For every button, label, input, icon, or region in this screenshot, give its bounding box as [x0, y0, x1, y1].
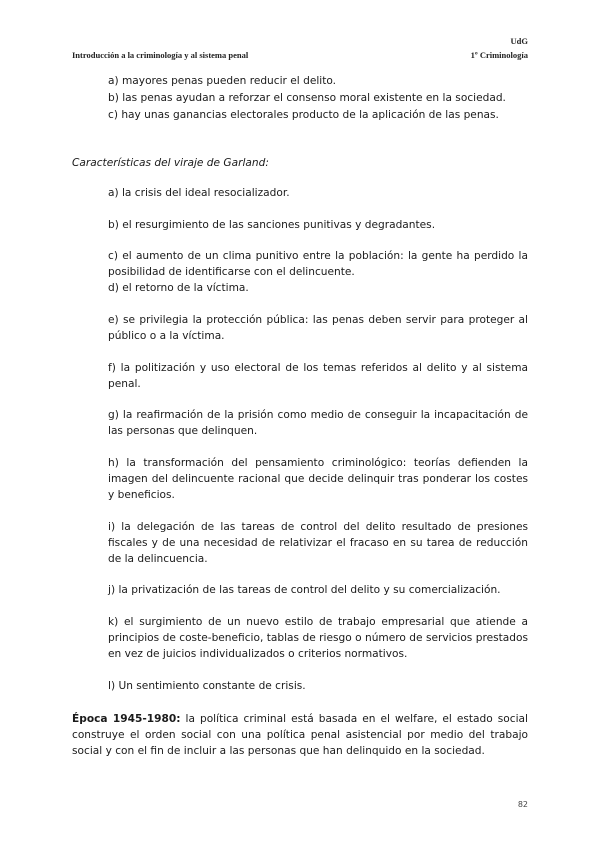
list-item: h) la transformación del pensamiento criminológico: teorías defienden la imagen del delincuente racional que decide delinquir tras ponderar los costes y beneficios.: [108, 457, 528, 501]
header-course-title: Introducción a la criminología y al sistema penal: [72, 50, 249, 60]
header-university: UdG: [510, 36, 528, 46]
list-item: c) el aumento de un clima punitivo entre la población: la gente ha perdido la posibilidad de identificarse con el delincuente.: [108, 250, 528, 278]
header-year: 1º Criminología: [470, 50, 528, 60]
list-item: j) la privatización de las tareas de control del delito y su comercialización.: [108, 584, 501, 596]
epoca-label: Época 1945-1980:: [72, 713, 181, 725]
page-number: 82: [517, 800, 528, 809]
list-item: e) se privilegia la protección pública: las penas deben servir para proteger al público o a la víctima.: [108, 314, 528, 342]
list-item: b) las penas ayudan a reforzar el consenso moral existente en la sociedad.: [108, 92, 506, 104]
list-item: l) Un sentimiento constante de crisis.: [108, 680, 306, 692]
list-item: g) la reafirmación de la prisión como medio de conseguir la incapacitación de las personas que delinquen.: [108, 409, 528, 437]
list-item: c) hay unas ganancias electorales producto de la aplicación de las penas.: [108, 109, 499, 121]
list-item: k) el surgimiento de un nuevo estilo de trabajo empresarial que atiende a principios de coste-beneficio, tablas de riesgo o número de servicios prestados en vez de juicios individualizados o criterios normativos.: [108, 616, 528, 660]
epoca-text: la política criminal está basada en el welfare, el estado social construye el orden social con una política penal asistencial por medio del trabajo social y con el fin de incluir a las personas que han delinquido en la sociedad.: [72, 713, 528, 757]
list-item: i) la delegación de las tareas de control del delito resultado de presiones fiscales y de una necesidad de relativizar el fracaso en su tarea de reducción de la delincuencia.: [108, 521, 528, 565]
list-item: f) la politización y uso electoral de los temas referidos al delito y al sistema penal.: [108, 362, 528, 390]
epoca-paragraph: [72, 711, 528, 759]
list-item: d) el retorno de la víctima.: [108, 282, 249, 294]
list-item: a) mayores penas pueden reducir el delito.: [108, 75, 337, 87]
list-item: b) el resurgimiento de las sanciones punitivas y degradantes.: [108, 219, 436, 231]
section-heading: Características del viraje de Garland:: [72, 157, 269, 169]
list-item: a) la crisis del ideal resocializador.: [108, 187, 290, 199]
